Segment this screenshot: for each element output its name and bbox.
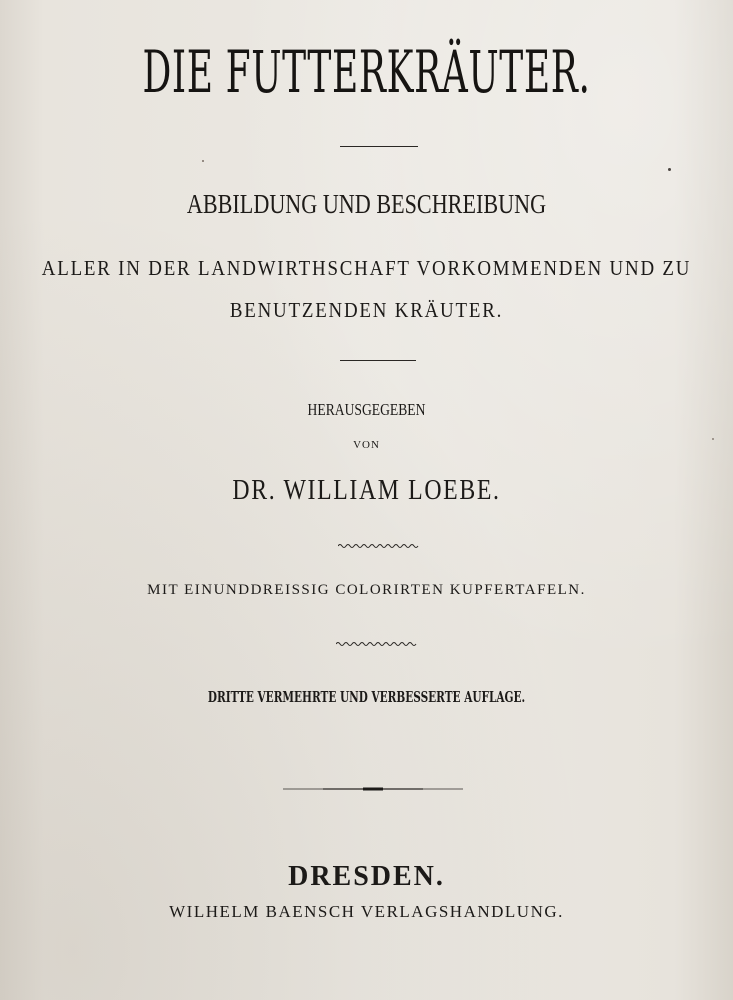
divider-rule-1 [340, 146, 418, 147]
subtitle-line-3: BENUTZENDEN KRÄUTER. [229, 298, 504, 322]
wavy-ornament-1 [338, 542, 420, 550]
plates-note: MIT EINUNDDREISSIG COLORIRTEN KUPFERTAFELN. [147, 582, 586, 598]
divider-rule-2 [340, 360, 416, 361]
paper-speck [712, 438, 714, 440]
imprint-city: DRESDEN. [288, 861, 445, 892]
ornamental-rule [283, 784, 463, 794]
paper-speck [668, 168, 671, 171]
edited-by-label: HERAUSGEGEBEN [307, 400, 426, 419]
subtitle-line-1: ABBILDUNG UND BESCHREIBUNG [186, 189, 547, 219]
subtitle-line-2: ALLER IN DER LANDWIRTHSCHAFT VORKOMMENDEN UND ZU [41, 256, 692, 280]
author-name: DR. WILLIAM LOEBE. [232, 474, 501, 506]
paper-speck [202, 160, 204, 162]
edition-note: DRITTE VERMEHRTE UND VERBESSERTE AUFLAGE. [207, 688, 526, 706]
imprint-publisher: WILHELM BAENSCH VERLAGSHANDLUNG. [169, 902, 564, 921]
von-label: VON [353, 439, 380, 451]
wavy-ornament-2 [336, 640, 418, 648]
book-title: DIE FUTTERKRÄUTER. [142, 38, 591, 106]
